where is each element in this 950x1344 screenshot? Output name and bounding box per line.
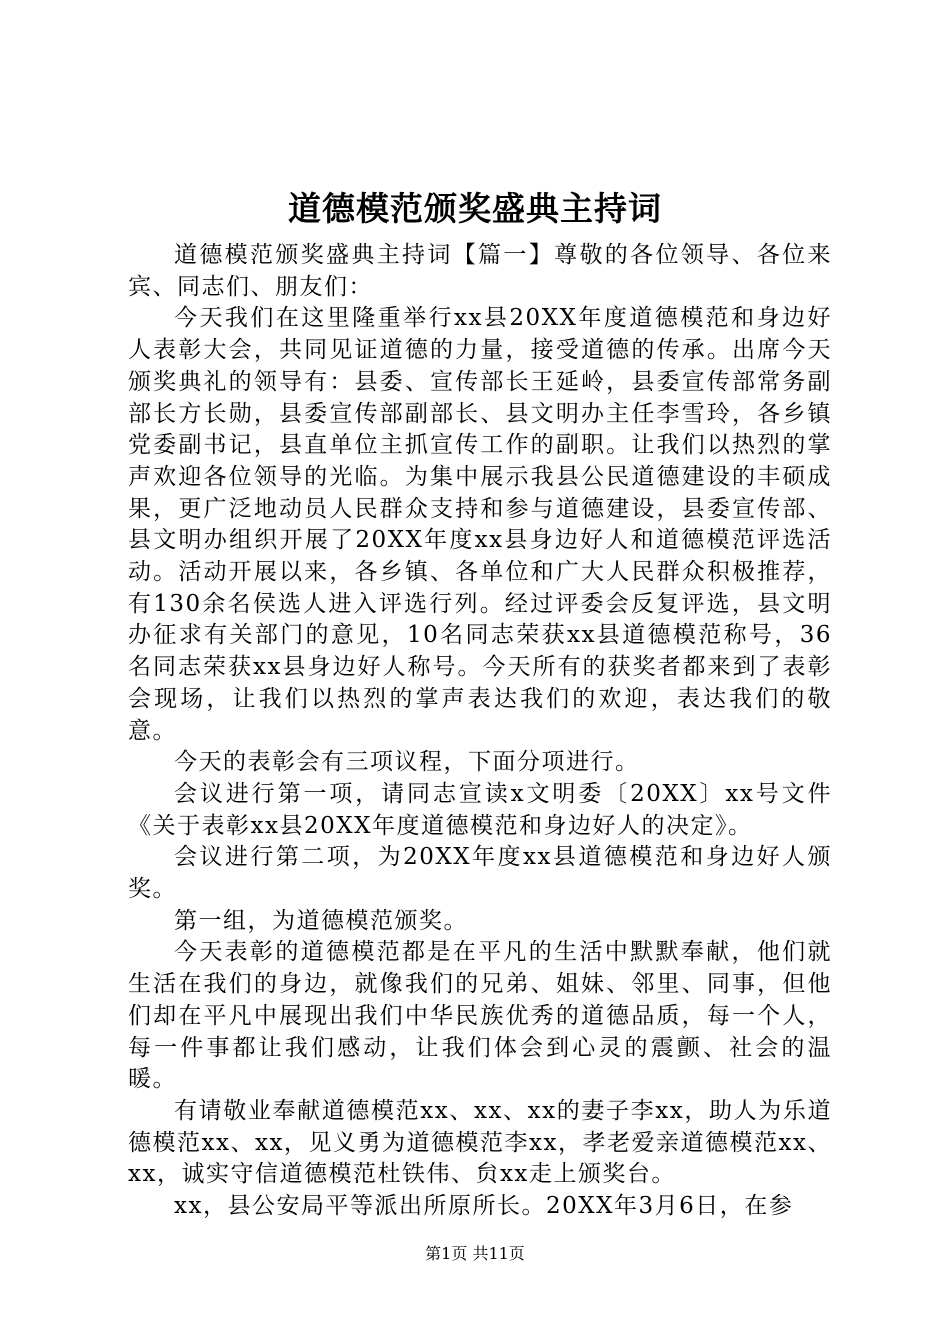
paragraph-1: 道德模范颁奖盛典主持词【篇一】尊敬的各位领导、各位来宾、同志们、朋友们： bbox=[128, 242, 832, 300]
document-body bbox=[128, 240, 832, 1223]
paragraph-6: 第一组，为道德模范颁奖。 bbox=[174, 907, 468, 934]
paragraph-9: xx，县公安局平等派出所原所长。20XX年3月6日，在参 bbox=[174, 1193, 794, 1220]
paragraph-7: 今天表彰的道德模范都是在平凡的生活中默默奉献，他们就生活在我们的身边，就像我们的兄弟、姐妹、邻里、同事，但他们却在平凡中展现出我们中华民族优秀的道德品质，每一个人，每一件事都让我们感动，让我们体会到心灵的震颤、社会的温暖。 bbox=[128, 939, 832, 1093]
paragraph-5: 会议进行第二项，为20XX年度xx县道德模范和身边好人颁奖。 bbox=[128, 844, 832, 903]
paragraph-4: 会议进行第一项，请同志宣读x文明委〔20XX〕xx号文件《关于表彰xx县20XX年度道德模范和身边好人的决定》。 bbox=[128, 780, 832, 839]
paragraph-8: 有请敬业奉献道德模范xx、xx、xx的妻子李xx，助人为乐道德模范xx、xx，见义勇为道德模范李xx，孝老爱亲道德模范xx、xx，诚实守信道德模范杜铁伟、贠xx走上颁奖台。 bbox=[128, 1097, 832, 1188]
document-title: 道德模范颁奖盛典主持词 bbox=[288, 189, 662, 228]
page-number-footer: 第1页 共11页 bbox=[425, 1244, 525, 1263]
paragraph-3: 今天的表彰会有三项议程，下面分项进行。 bbox=[174, 749, 640, 776]
paragraph-2: 今天我们在这里隆重举行xx县20XX年度道德模范和身边好人表彰大会，共同见证道德的力量，接受道德的传承。出席今天颁奖典礼的领导有：县委、宣传部长王延岭，县委宣传部常务副部长方长勋，县委宣传部副部长、县文明办主任李雪玲，各乡镇党委副书记，县直单位主抓宣传工作的副职。让我们以热烈的掌声欢迎各位领导的光临。为集中展示我县公民道德建设的丰硕成果，更广泛地动员人民群众支持和参与道德建设，县委宣传部、县文明办组织开展了20XX年度xx县身边好人和道德模范评选活动。活动开展以来，各乡镇、各单位和广大人民群众积极推荐，有130余名侯选人进入评选行列。经过评委会反复评选，县文明办征求有关部门的意见，10名同志荣获xx县道德模范称号，36名同志荣获xx县身边好人称号。今天所有的获奖者都来到了表彰会现场，让我们以热烈的掌声表达我们的欢迎，表达我们的敬意。 bbox=[128, 305, 832, 744]
